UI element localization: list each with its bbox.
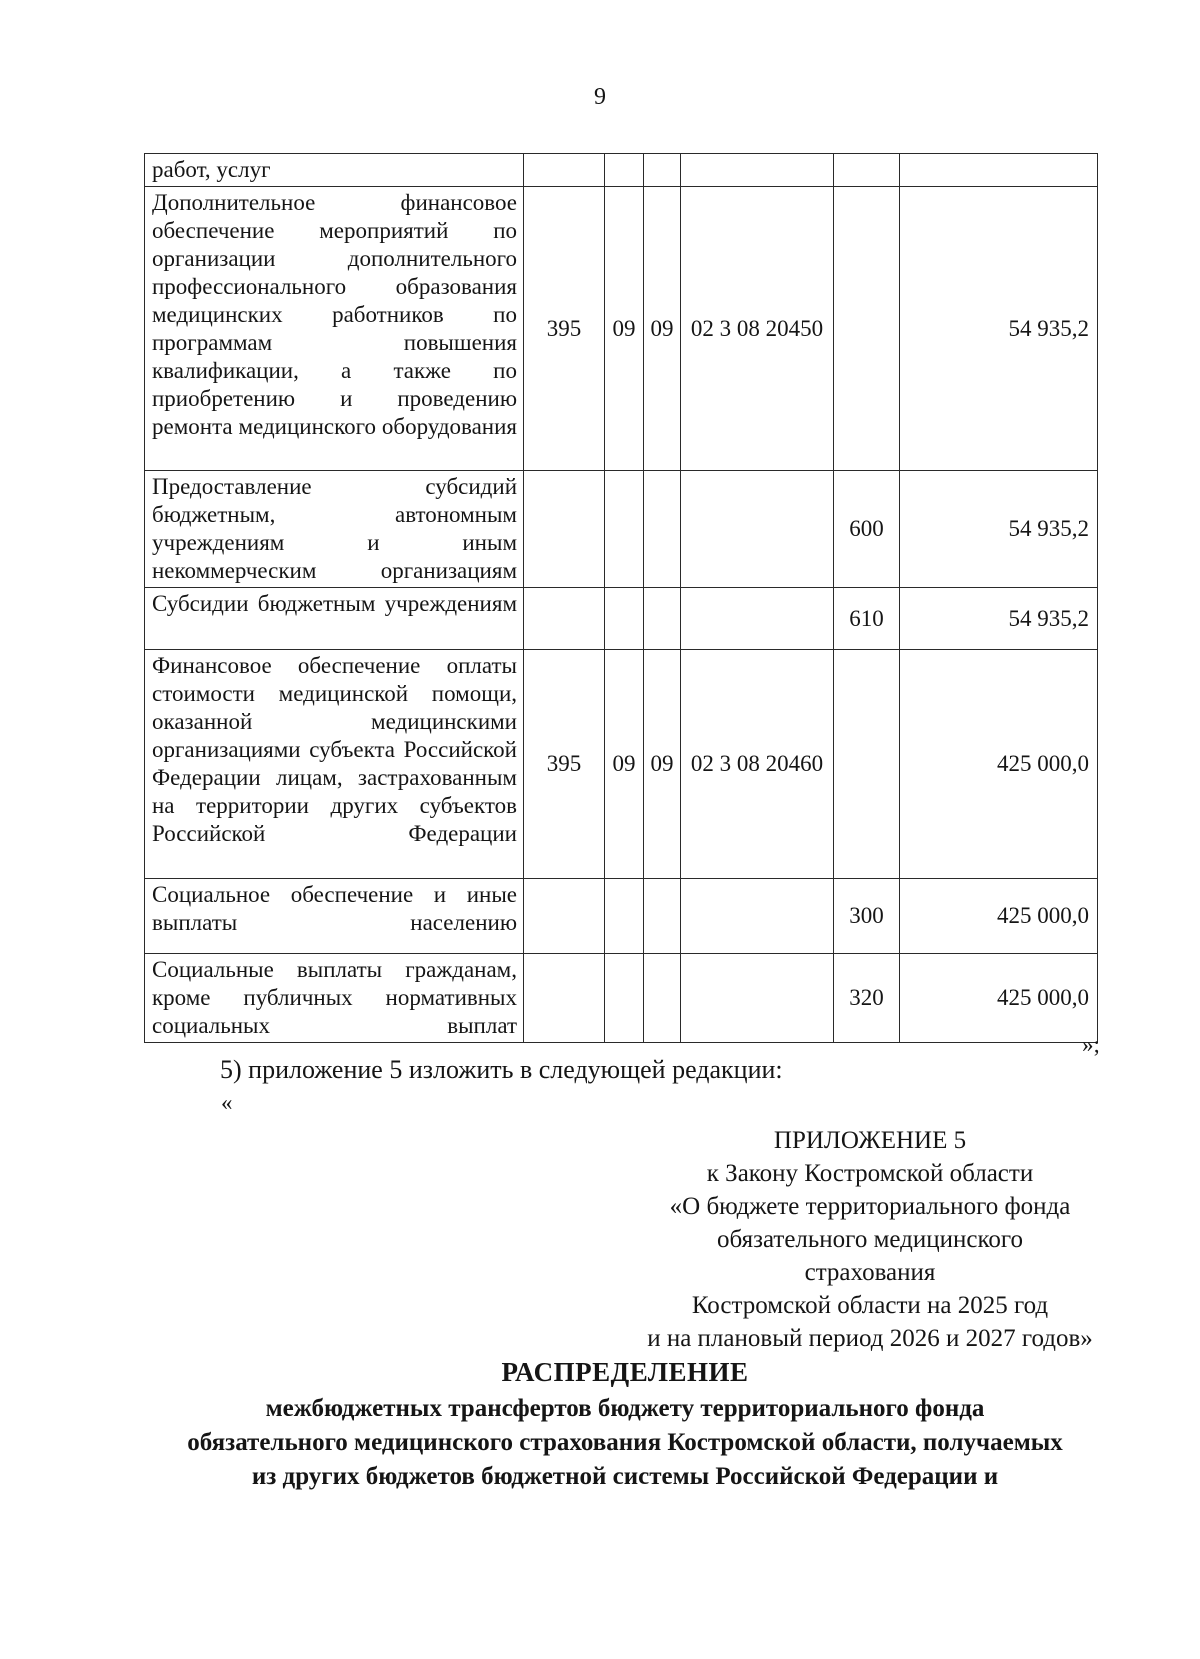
- row-vr: 320: [834, 954, 900, 1043]
- amendment-instruction: 5) приложение 5 изложить в следующей редакции:: [220, 1055, 783, 1084]
- row-name: Субсидии бюджетным учреждениям: [145, 588, 524, 650]
- row-vr: 600: [834, 471, 900, 588]
- row-pr: [644, 588, 681, 650]
- appendix-line: ПРИЛОЖЕНИЕ 5: [773, 1127, 967, 1154]
- table-row: [145, 471, 1098, 588]
- row-rz: 09: [605, 187, 644, 471]
- row-csr: 02 3 08 20450: [681, 187, 834, 471]
- appendix-line: и на плановый период 2026 и 2027 годов»: [647, 1325, 1093, 1352]
- appendix-line: «О бюджете территориального фонда: [669, 1193, 1071, 1220]
- row-name: Социальные выплаты гражданам, кроме публичных нормативных социальных выплат: [145, 954, 524, 1043]
- appendix-line: Костромской области на 2025 год: [691, 1292, 1049, 1319]
- row-gr: [524, 954, 605, 1043]
- row-rz: [605, 879, 644, 954]
- table-row: [145, 650, 1098, 879]
- heading-line: межбюджетных трансфертов бюджету территориального фонда: [265, 1395, 985, 1422]
- row-name: Предоставление субсидий бюджетным, автономным учреждениям и иным некоммерческим организациям: [145, 471, 524, 588]
- row-pr: [644, 471, 681, 588]
- row-pr: 09: [644, 187, 681, 471]
- appendix-line: страхования: [804, 1259, 936, 1286]
- budget-table: [144, 153, 1098, 1043]
- row-sum: 54 935,2: [900, 471, 1098, 588]
- row-rz: [605, 471, 644, 588]
- row-gr: 395: [524, 650, 605, 879]
- table-row: [145, 154, 1098, 187]
- row-name: Социальное обеспечение и иные выплаты населению: [145, 879, 524, 954]
- row-pr: [644, 954, 681, 1043]
- row-csr: [681, 954, 834, 1043]
- appendix-line: обязательного медицинского: [716, 1226, 1023, 1253]
- row-pr: [644, 154, 681, 187]
- heading-line: обязательного медицинского страхования Костромской области, получаемых: [187, 1429, 1063, 1456]
- row-csr: [681, 879, 834, 954]
- row-gr: [524, 471, 605, 588]
- row-name: работ, услуг: [145, 154, 524, 187]
- row-vr: 300: [834, 879, 900, 954]
- table-row: [145, 879, 1098, 954]
- row-rz: [605, 588, 644, 650]
- section-heading: [100, 1357, 1150, 1494]
- row-csr: [681, 588, 834, 650]
- row-vr: 610: [834, 588, 900, 650]
- row-sum: 425 000,0: [900, 954, 1098, 1043]
- row-vr: [834, 187, 900, 471]
- table-row: [145, 954, 1098, 1043]
- row-gr: [524, 879, 605, 954]
- row-csr: [681, 471, 834, 588]
- row-pr: 09: [644, 650, 681, 879]
- heading-title: РАСПРЕДЕЛЕНИЕ: [501, 1357, 749, 1387]
- row-gr: [524, 588, 605, 650]
- row-rz: [605, 954, 644, 1043]
- row-sum: [900, 154, 1098, 187]
- table-row: [145, 187, 1098, 471]
- row-name: Дополнительное финансовое обеспечение мероприятий по организации дополнительного профессионального образования медицинских работников по программам повышения квалификации, а также по приобретению и проведению ремонта медицинского оборудования: [145, 187, 524, 471]
- appendix-header: [600, 1124, 1140, 1355]
- heading-line: из других бюджетов бюджетной системы Российской Федерации и: [251, 1463, 999, 1490]
- opening-quote: «: [221, 1090, 233, 1115]
- row-gr: [524, 154, 605, 187]
- row-rz: 09: [605, 650, 644, 879]
- row-csr: [681, 154, 834, 187]
- row-sum: 54 935,2: [900, 187, 1098, 471]
- row-vr: [834, 154, 900, 187]
- row-sum: 425 000,0: [900, 650, 1098, 879]
- page-number: 9: [594, 84, 606, 110]
- row-csr: 02 3 08 20460: [681, 650, 834, 879]
- row-name: Финансовое обеспечение оплаты стоимости медицинской помощи, оказанной медицинскими организациями субъекта Российской Федерации лицам, застрахованным на территории других субъектов Российской Федерации: [145, 650, 524, 879]
- row-pr: [644, 879, 681, 954]
- row-sum: 425 000,0: [900, 879, 1098, 954]
- closing-quote: »;: [1082, 1032, 1100, 1057]
- row-vr: [834, 650, 900, 879]
- row-sum: 54 935,2: [900, 588, 1098, 650]
- row-gr: 395: [524, 187, 605, 471]
- row-rz: [605, 154, 644, 187]
- table-row: [145, 588, 1098, 650]
- appendix-line: к Закону Костромской области: [706, 1160, 1034, 1187]
